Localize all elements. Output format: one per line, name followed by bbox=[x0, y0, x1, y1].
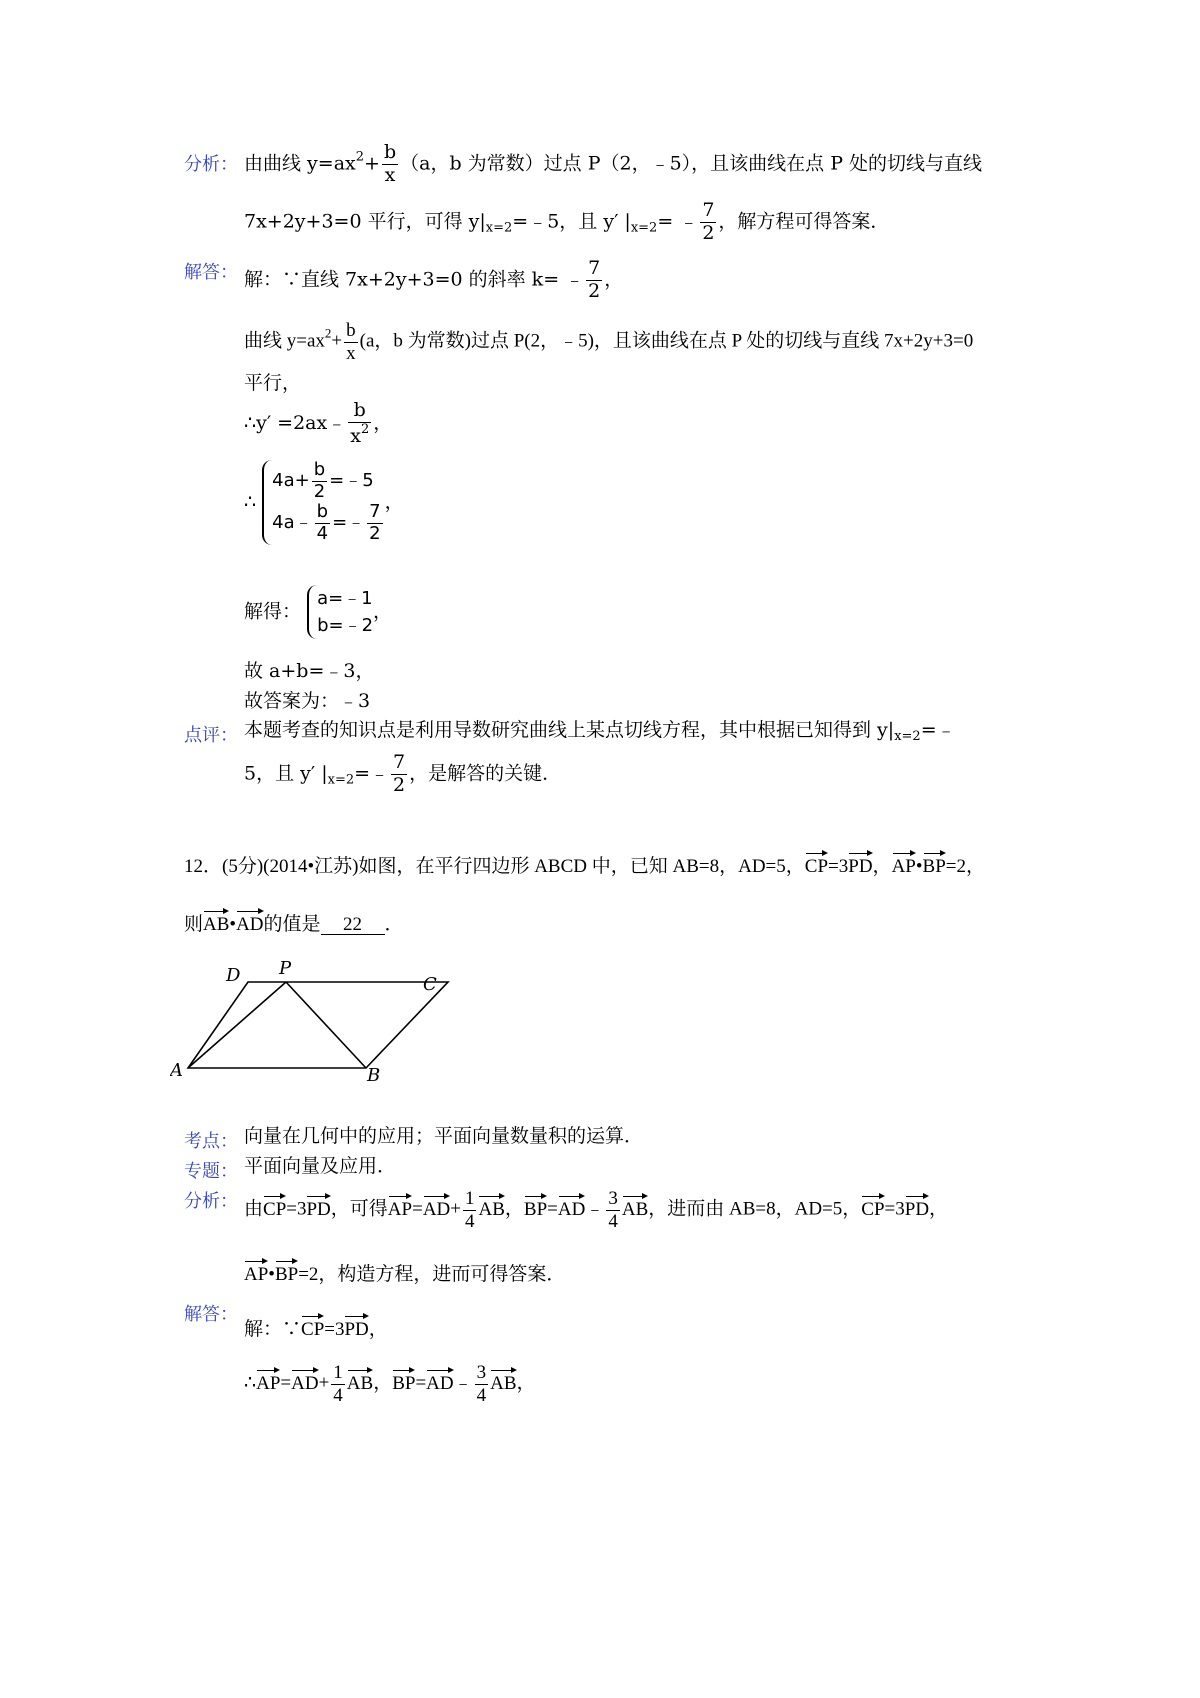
math-part: 1 bbox=[333, 1362, 343, 1383]
q11-solution-line2: 曲线 $y=ax^2+$ $\frac{b}{x}$ (a，b 为常数)过点 P(2，﹣5)，且该曲线在点 P 处的切线与直线 7x+2y+3=0 bbox=[244, 320, 974, 364]
math-part: 4 bbox=[316, 523, 329, 545]
vector: CP bbox=[263, 1193, 286, 1219]
q12-solution-line1: 解：∵CP=3PD， bbox=[244, 1313, 388, 1339]
label-A: A bbox=[170, 1060, 183, 1081]
math-part: 3 bbox=[476, 1362, 487, 1383]
parallelogram-ABCD bbox=[188, 982, 448, 1068]
math-part bbox=[315, 502, 330, 544]
vector: PD bbox=[344, 1313, 368, 1339]
q11-solution-line1: 解：∵直线 7x+2y+3=0 的斜率 k= ﹣ $\frac{7}{2}$ ， bbox=[244, 257, 624, 302]
analysis-label: 分析： bbox=[184, 154, 238, 175]
vector: CP bbox=[301, 1313, 324, 1339]
label-B: B bbox=[367, 1065, 381, 1086]
math-part: b bbox=[348, 400, 371, 423]
math-part: 1 bbox=[464, 1188, 475, 1209]
vector: AD bbox=[423, 1193, 450, 1219]
math-part: 2 bbox=[355, 149, 365, 165]
math-part: 4 bbox=[608, 1210, 618, 1232]
math-part: 7 bbox=[369, 501, 381, 523]
math-part bbox=[463, 1188, 477, 1233]
math-part bbox=[262, 460, 384, 545]
math-part: b bbox=[383, 141, 397, 163]
q12-analysis-line2: AP•BP=2，构造方程，进而可得答案． bbox=[244, 1258, 565, 1284]
vector: AP bbox=[892, 850, 916, 876]
math-part: x=2 bbox=[894, 729, 921, 744]
math-part: 7 bbox=[393, 751, 406, 773]
math-part: 3 bbox=[608, 1188, 618, 1209]
result-b: b=﹣2 bbox=[317, 615, 374, 636]
fraction bbox=[700, 200, 716, 245]
vector: AB bbox=[203, 908, 229, 934]
answer-blank: 22 bbox=[321, 915, 385, 935]
vector: BP bbox=[524, 1193, 547, 1219]
math-part: 2 bbox=[360, 421, 370, 437]
fraction bbox=[586, 258, 602, 303]
q12-knowledge: 向量在几何中的应用；平面向量数量积的运算． bbox=[244, 1125, 644, 1147]
knowledge-label: 考点： bbox=[184, 1131, 238, 1152]
vector: AB bbox=[622, 1193, 648, 1219]
vector: AB bbox=[490, 1367, 516, 1393]
q12-topic: 平面向量及应用． bbox=[244, 1155, 397, 1177]
q12-stem-line1: 12．(5分)(2014•江苏)如图，在平行四边形 ABCD 中，已知 AB=8，AD=5，CP=3PD，AP•BP=2， bbox=[184, 850, 985, 876]
topic-label: 专题： bbox=[184, 1161, 238, 1182]
q12-analysis-line1: 由CP=3PD，可得AP=AD+ $\frac{1}{4}$ AB，BP=AD﹣ $\frac{3}{4}$ AB，进而由 AB=8，AD=5，CP=3PD， bbox=[244, 1188, 949, 1232]
math-part: 2 bbox=[393, 773, 406, 796]
q11-analysis-line2: 7x+2y+3=0 平行，可得 $y|_{x=2}=﹣5$，且 y′ $|_{x=2}=$ ﹣ $\frac{7}{2}$ ，解方程可得答案． bbox=[244, 199, 890, 244]
vector: PD bbox=[848, 850, 872, 876]
math-part: b bbox=[315, 502, 330, 524]
vector: BP bbox=[923, 850, 946, 876]
math-part: 4 bbox=[464, 1210, 475, 1232]
q11-solution-line8: 故答案为：﹣3 bbox=[244, 690, 371, 712]
math-part: x=2 bbox=[485, 220, 513, 236]
math-part: b bbox=[346, 320, 356, 341]
math-part bbox=[307, 585, 373, 639]
math-part: 2 bbox=[369, 523, 381, 545]
math-part: x bbox=[384, 163, 396, 186]
vector: CP bbox=[805, 850, 828, 876]
q11-system-equations: ∴ 4a+ $\frac{b}{2}$ =﹣5 4a﹣ $\frac{b}{4}$ =﹣ $\frac{7}{2}$ ， bbox=[244, 459, 404, 545]
math-part bbox=[367, 502, 382, 544]
vector: BP bbox=[392, 1367, 415, 1393]
vector: AP bbox=[388, 1193, 412, 1219]
vector: AB bbox=[347, 1367, 373, 1393]
math-part: b bbox=[312, 460, 327, 482]
solution-label: 解答： bbox=[184, 1304, 238, 1325]
math-part bbox=[606, 1188, 620, 1233]
result-a: a=﹣1 bbox=[317, 588, 373, 609]
vector: AD bbox=[426, 1367, 453, 1393]
solution-label: 解答： bbox=[184, 262, 238, 283]
math-part bbox=[475, 1362, 489, 1407]
math-part: 2 bbox=[324, 325, 332, 341]
vector: PD bbox=[306, 1193, 330, 1219]
q11-comment-line1: 本题考查的知识点是利用导数研究曲线上某点切线方程，其中根据已知得到 $y|_{x=2}=﹣$ bbox=[244, 719, 956, 744]
math-part: x=2 bbox=[630, 220, 658, 236]
math-part: $x^2$ bbox=[350, 421, 370, 447]
math-part: 7 bbox=[588, 257, 601, 279]
q11-solution-line3: 平行， bbox=[244, 372, 302, 394]
vector: AD bbox=[558, 1193, 585, 1219]
math-part: 2 bbox=[588, 279, 601, 302]
fraction bbox=[344, 320, 358, 365]
vector: PD bbox=[905, 1193, 929, 1219]
q12-solution-line2: ∴AP=AD+ $\frac{1}{4}$ AB，BP=AD﹣ $\frac{3}{4}$ AB， bbox=[244, 1362, 536, 1406]
equation-2: 4a﹣ $\frac{b}{4}$ =﹣ $\frac{7}{2}$ bbox=[272, 501, 381, 545]
math-part: 4 bbox=[476, 1384, 487, 1406]
fraction bbox=[391, 752, 407, 797]
label-P: P bbox=[279, 958, 292, 979]
segment-BP bbox=[286, 982, 366, 1068]
fraction bbox=[348, 400, 371, 448]
label-C: C bbox=[423, 974, 437, 995]
vector: AP bbox=[256, 1367, 280, 1393]
math-part: 2 bbox=[313, 480, 326, 502]
vector: AD bbox=[236, 908, 263, 934]
math-part: x=2 bbox=[327, 772, 355, 788]
fraction bbox=[382, 142, 398, 187]
math-part bbox=[312, 460, 327, 502]
vector: BP bbox=[275, 1258, 298, 1284]
math-part: 4 bbox=[333, 1384, 343, 1406]
q12-stem-line2: 则AB•AD的值是 22 ． bbox=[184, 908, 404, 935]
math-part: 2 bbox=[702, 221, 715, 244]
q11-analysis-line1: 由曲线 $y=ax^2+$ $\frac{b}{x}$ （a，b 为常数）过点 P（2，﹣5），且该曲线在点 P 处的切线与直线 bbox=[244, 141, 983, 186]
math-part bbox=[331, 1362, 345, 1407]
math-part: 7 bbox=[702, 199, 715, 221]
vector: AB bbox=[478, 1193, 504, 1219]
equation-1: 4a+ $\frac{b}{2}$ =﹣5 bbox=[272, 459, 374, 502]
parallelogram-figure bbox=[170, 955, 470, 1095]
vector: CP bbox=[861, 1193, 884, 1219]
q11-comment-line2: 5，且 y′ $|_{x=2}=﹣$ $\frac{7}{2}$ ，是解答的关键． bbox=[244, 751, 562, 796]
vector: AP bbox=[244, 1258, 268, 1284]
segment-AP bbox=[188, 982, 286, 1068]
q11-solution-line4: ∴y′ =2ax﹣ $\frac{b}{x^2}$ ， bbox=[244, 399, 393, 447]
math-part: x bbox=[346, 342, 356, 364]
q11-solution-line7: 故 a+b=﹣3， bbox=[244, 660, 375, 682]
label-D: D bbox=[226, 965, 241, 986]
comment-label: 点评： bbox=[184, 725, 238, 746]
vector: AD bbox=[291, 1367, 318, 1393]
q11-solution-result: 解得： a=﹣1 b=﹣2 ， bbox=[244, 585, 392, 639]
analysis-label: 分析： bbox=[184, 1191, 238, 1212]
